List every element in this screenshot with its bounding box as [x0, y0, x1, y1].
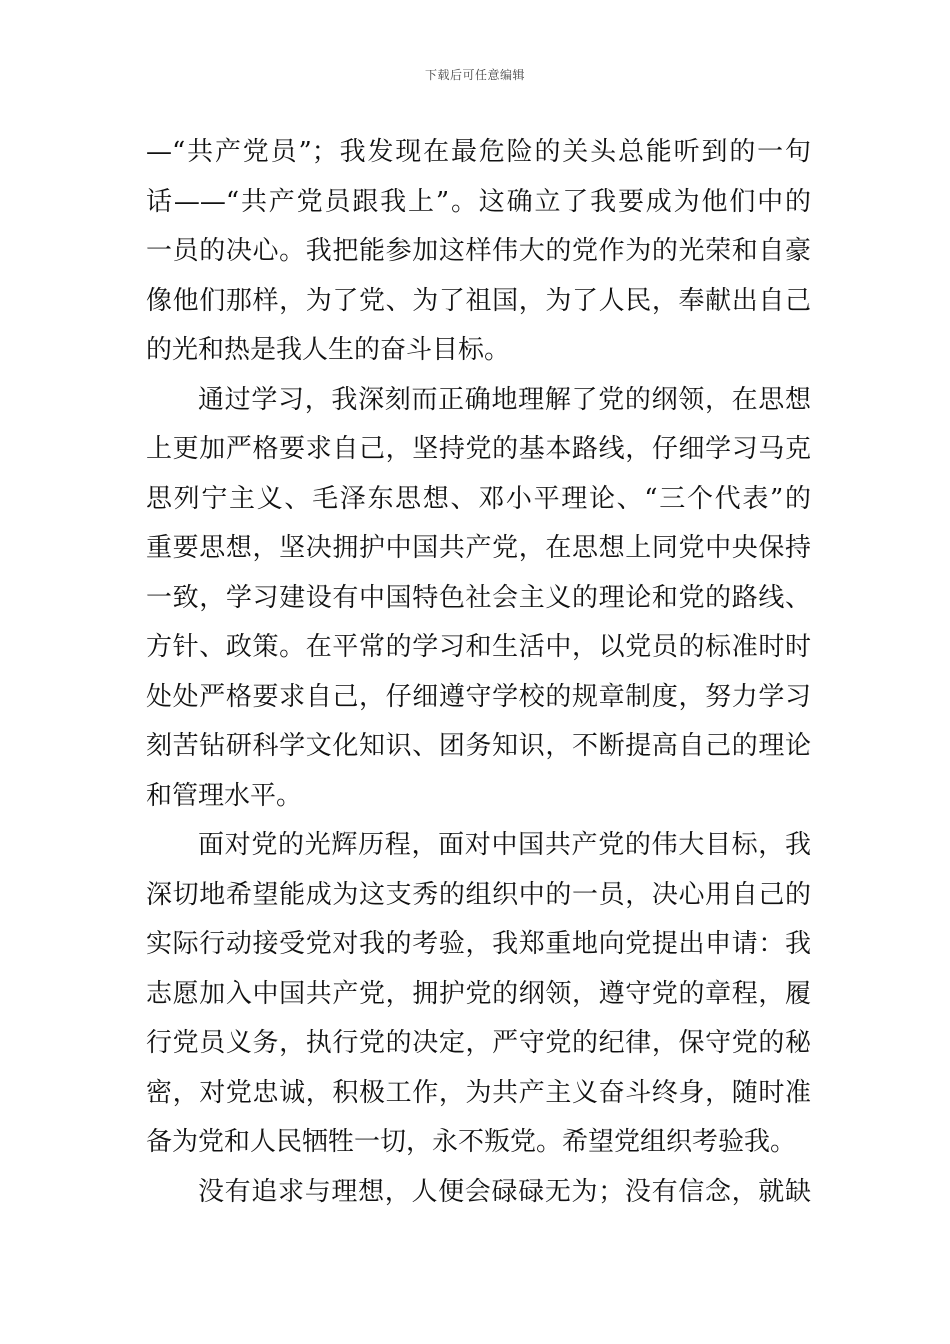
text-line: 一致，学习建设有中国特色社会主义的理论和党的路线、	[146, 582, 811, 613]
text-line: 像他们那样，为了党、为了祖国，为了人民，奉献出自己	[146, 285, 811, 316]
paragraph	[146, 821, 811, 1168]
text-line: 处处严格要求自己，仔细遵守学校的规章制度，努力学习	[146, 681, 811, 712]
text-line: 行党员义务，执行党的决定，严守党的纪律，保守党的秘	[146, 1028, 811, 1058]
text-line: 思列宁主义、毛泽东思想、邓小平理论、“三个代表”的	[146, 483, 811, 514]
text-line: 的光和热是我人生的奋斗目标。	[146, 335, 511, 365]
paragraph	[146, 128, 811, 376]
text-line: 重要思想，坚决拥护中国共产党，在思想上同党中央保持	[146, 533, 811, 563]
text-line: 上更加严格要求自己，坚持党的基本路线，仔细学习马克	[146, 434, 811, 464]
text-line: 话——“共产党员跟我上”。这确立了我要成为他们中的	[146, 186, 811, 217]
text-line: 方针、政策。在平常的学习和生活中，以党员的标准时时	[146, 632, 811, 662]
text-line: 备为党和人民牺牲一切，永不叛党。希望党组织考验我。	[146, 1127, 797, 1157]
paragraph	[146, 1168, 811, 1218]
text-line: 没有追求与理想，人便会碌碌无为；没有信念，就缺	[198, 1176, 811, 1207]
text-line: 密，对党忠诚，积极工作，为共产主义奋斗终身，随时准	[146, 1077, 811, 1108]
text-line: 通过学习，我深刻而正确地理解了党的纲领，在思想	[198, 384, 811, 415]
text-line: 深切地希望能成为这支秀的组织中的一员，决心用自己的	[146, 879, 811, 910]
page-header: 下载后可任意编辑	[424, 68, 525, 82]
text-line: —“共产党员”；我发现在最危险的关头总能听到的一句	[146, 137, 811, 167]
text-line: 刻苦钻研科学文化知识、团务知识，不断提高自己的理论	[146, 731, 811, 761]
text-line: 面对党的光辉历程，面对中国共产党的伟大目标，我	[198, 830, 811, 860]
text-line: 志愿加入中国共产党，拥护党的纲领，遵守党的章程，履	[146, 978, 811, 1009]
document-body	[146, 128, 811, 1217]
paragraph	[146, 376, 811, 822]
text-line: 和管理水平。	[146, 780, 303, 811]
text-line: 实际行动接受党对我的考验，我郑重地向党提出申请：我	[146, 929, 811, 959]
text-line: 一员的决心。我把能参加这样伟大的党作为的光荣和自豪	[146, 236, 811, 266]
